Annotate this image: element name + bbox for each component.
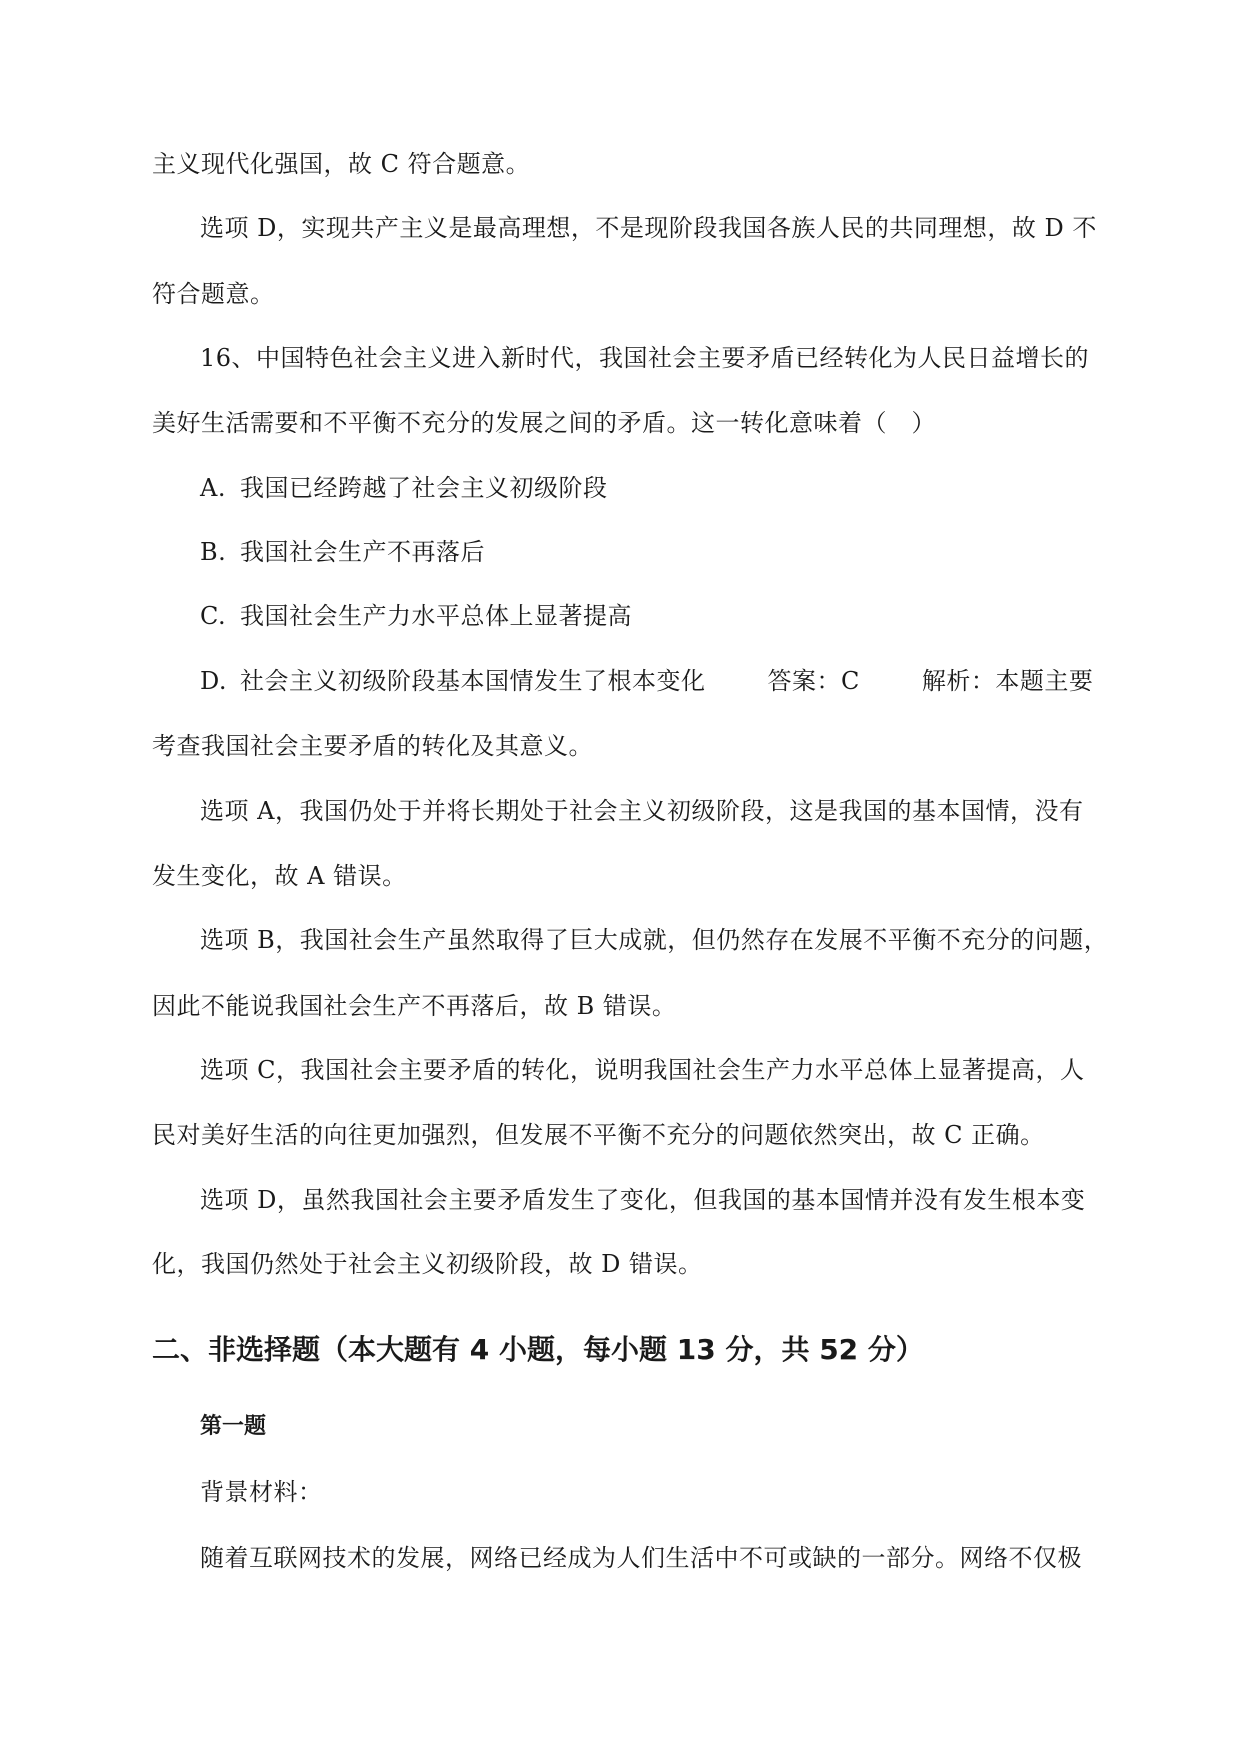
option-letter: C.	[200, 602, 227, 630]
q16-stem-line2: 美好生活需要和不平衡不充分的发展之间的矛盾。这一转化意味着（ ）	[152, 409, 936, 437]
material-line1: 随着互联网技术的发展，网络已经成为人们生活中不可或缺的一部分。网络不仅极	[200, 1544, 1082, 1572]
option-letter: B.	[200, 538, 227, 566]
q16-option-a-analysis-line1: 选项 A，我国仍处于并将长期处于社会主义初级阶段，这是我国的基本国情，没有	[200, 797, 1084, 825]
q16-option-a	[200, 472, 608, 504]
q16-option-b-analysis-line2: 因此不能说我国社会生产不再落后，故 B 错误。	[152, 992, 677, 1020]
option-text: 我国已经跨越了社会主义初级阶段	[240, 474, 608, 502]
option-letter: D.	[200, 667, 228, 695]
option-text: 我国社会生产力水平总体上显著提高	[240, 602, 632, 630]
option-text: 我国社会生产不再落后	[240, 538, 485, 566]
q16-analysis-line2: 考查我国社会主要矛盾的转化及其意义。	[152, 732, 593, 760]
answer-label: 答案：C	[767, 667, 860, 695]
q16-option-a-analysis-line2: 发生变化，故 A 错误。	[152, 862, 407, 890]
option-text: 社会主义初级阶段基本国情发生了根本变化	[240, 667, 706, 695]
q16-option-c-analysis-line2: 民对美好生活的向往更加强烈，但发展不平衡不充分的问题依然突出，故 C 正确。	[152, 1121, 1045, 1149]
q16-option-d-analysis-line1: 选项 D，虽然我国社会主要矛盾发生了变化，但我国的基本国情并没有发生根本变	[200, 1186, 1086, 1214]
q16-option-c-analysis-line1: 选项 C，我国社会主要矛盾的转化，说明我国社会生产力水平总体上显著提高，人	[200, 1056, 1085, 1084]
q16-option-d-analysis-line2: 化，我国仍然处于社会主义初级阶段，故 D 错误。	[152, 1250, 703, 1278]
q16-option-d-with-answer	[200, 665, 1093, 697]
q16-option-c	[200, 600, 632, 632]
question-title: 第一题	[200, 1414, 267, 1439]
q15-c-conclusion: 主义现代化强国，故 C 符合题意。	[152, 150, 531, 178]
analysis-head: 解析：本题主要	[921, 667, 1094, 695]
q16-option-b	[200, 536, 485, 568]
q16-stem-line1: 16、中国特色社会主义进入新时代，我国社会主要矛盾已经转化为人民日益增长的	[200, 344, 1090, 372]
q15-option-d-analysis-line2: 符合题意。	[152, 280, 275, 308]
material-label: 背景材料：	[200, 1478, 323, 1506]
q15-option-d-analysis-line1: 选项 D，实现共产主义是最高理想，不是现阶段我国各族人民的共同理想，故 D 不	[200, 214, 1097, 242]
option-letter: A.	[200, 474, 226, 502]
q16-option-b-analysis-line1: 选项 B，我国社会生产虽然取得了巨大成就，但仍然存在发展不平衡不充分的问题，	[200, 926, 1109, 954]
section-heading: 二、非选择题（本大题有 4 小题，每小题 13 分，共 52 分）	[152, 1333, 924, 1366]
